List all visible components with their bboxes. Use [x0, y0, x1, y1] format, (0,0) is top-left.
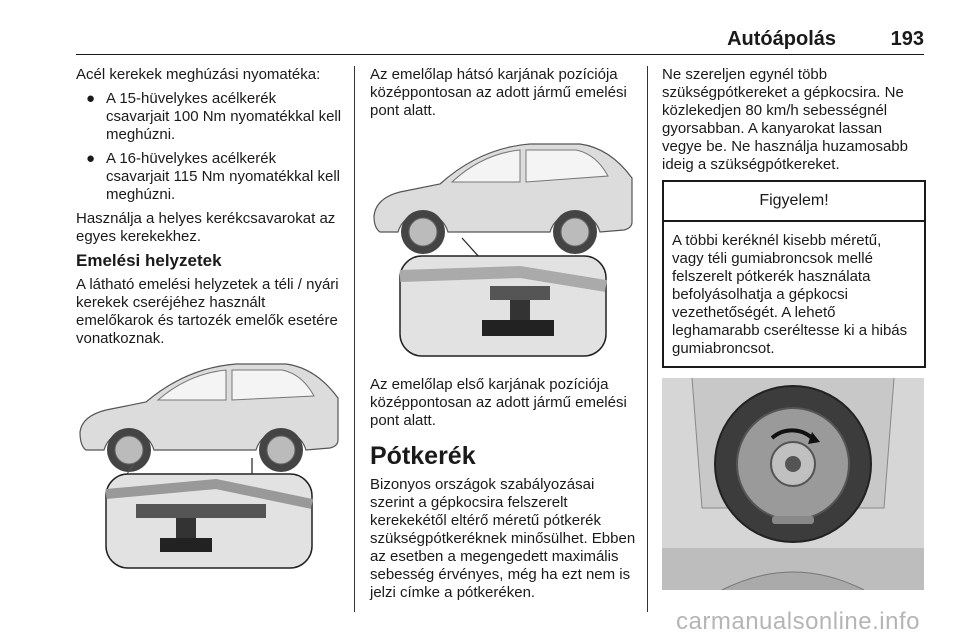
page-title: Autóápolás	[727, 28, 836, 50]
rear-arm-text: Az emelőlap hátsó karjának pozíciója középpontosan az adott jármű emelési pont alatt.	[370, 66, 627, 119]
column-2	[370, 66, 636, 608]
list-item: ● A 15-hüvelykes acélkerék csavarjait 100 Nm nyomatékkal kell meghúzni.	[86, 90, 342, 143]
torque-intro: Acél kerekek meghúzási nyomatéka:	[76, 66, 321, 83]
torque-list	[76, 90, 342, 204]
section-heading-lifting: Emelési helyzetek	[76, 251, 222, 270]
bolt-note: Használja a helyes kerékcsavarokat az egyes kerekekhez.	[76, 210, 336, 245]
column-1	[76, 66, 342, 572]
section-heading-spare: Pótkerék	[370, 442, 476, 470]
bullet-icon: ●	[86, 90, 96, 107]
lifting-paragraph: A látható emelési helyzetek a téli / nyári kerekek cseréjéhez használt emelőkarok és tartozék emelők esetére vonatkoznak.	[76, 276, 339, 347]
column-3	[662, 66, 926, 590]
warning-text: A többi keréknél kisebb méretű, vagy téli gumiabroncsok mellé felszerelt pótkerék használata befolyásolhatja a gépkocsi vezethetőségét. A lehető leghamarabb cseréltesse ki a hibás gumiabroncsot.	[672, 232, 908, 357]
watermark: carmanualsonline.info	[676, 608, 920, 635]
page-header	[76, 20, 924, 55]
spare-paragraph: Bizonyos országok szabályozásai szerint a gépkocsira felszerelt kerekekétől eltérő méretű pótkerék szükségpótkeréknek minősülhet. Ebben az esetben a megengedett maximális sebesség érvényes, még ha ezt nem is jelzi címke a pótkeréken.	[370, 476, 636, 601]
warning-title: Figyelem!	[664, 182, 924, 222]
spare-usage-paragraph: Ne szereljen egynél több szükségpótkereket a gépkocsira. Ne közlekedjen 80 km/h sebességnél gyorsabban. A kanyarokat lassan vegye be. Ne használja huzamosabb ideig a szükségpótkereket.	[662, 66, 908, 173]
bullet-icon: ●	[86, 150, 96, 167]
list-item: ● A 16-hüvelykes acélkerék csavarjait 115 Nm nyomatékkal kell meghúzni.	[86, 150, 340, 203]
front-arm-text: Az emelőlap első karjának pozíciója középpontosan az adott jármű emelési pont alatt.	[370, 376, 627, 429]
car-rear-lift-illustration	[370, 126, 636, 366]
column-divider	[354, 66, 355, 612]
column-divider	[647, 66, 648, 612]
spare-wheel-illustration	[662, 378, 924, 590]
car-front-lift-illustration	[76, 354, 342, 572]
page-number: 193	[890, 28, 924, 50]
warning-box	[662, 180, 926, 368]
